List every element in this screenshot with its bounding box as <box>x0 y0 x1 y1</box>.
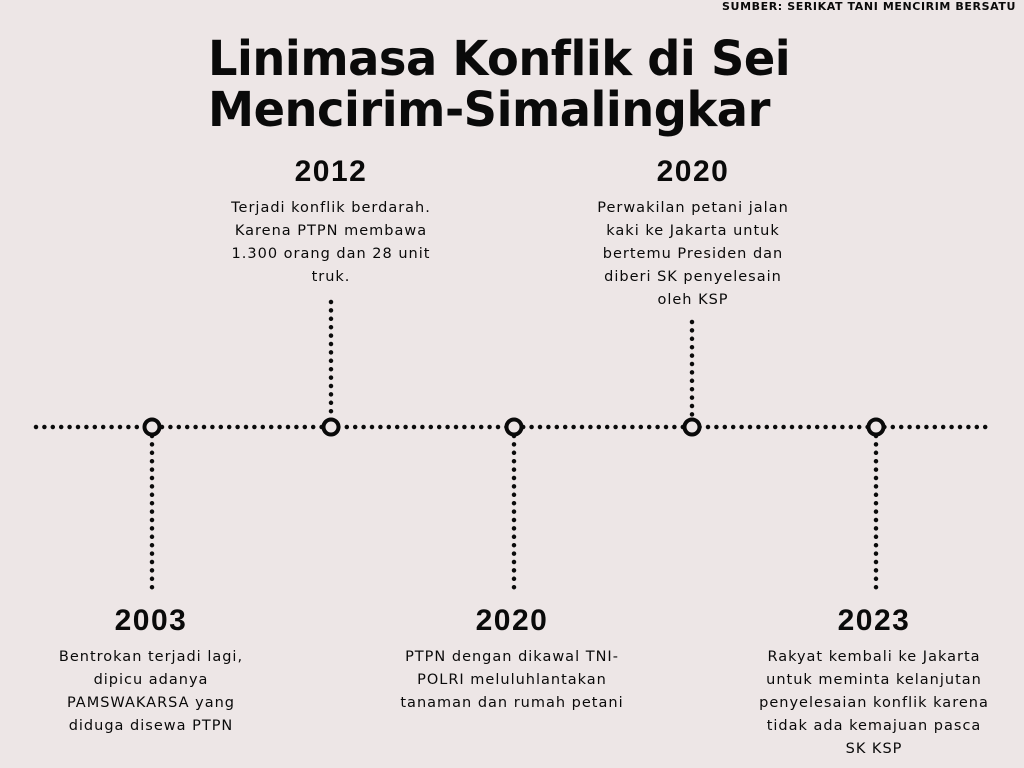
title-line-2: Mencirim-Simalingkar <box>208 82 770 138</box>
marker-2020-bottom <box>507 420 522 435</box>
title-line-1: Linimasa Konflik di Sei <box>208 31 791 87</box>
event-description: Perwakilan petani jalan kaki ke Jakarta untuk bertemu Presiden dan diberi SK penyelesain oleh KSP <box>597 200 789 308</box>
event-year: 2020 <box>656 155 730 188</box>
event-year: 2023 <box>837 604 911 637</box>
event-year: 2003 <box>114 604 188 637</box>
marker-2023 <box>869 420 884 435</box>
event-2012 <box>216 155 446 289</box>
event-description: Rakyat kembali ke Jakarta untuk meminta kelanjutan penyelesaian konflik karena tidak ada kemajuan pasca SK KSP <box>759 649 989 757</box>
marker-2020-top <box>685 420 700 435</box>
marker-2012 <box>324 420 339 435</box>
event-2020-bottom <box>392 604 632 715</box>
event-2023 <box>754 604 994 761</box>
marker-2003 <box>145 420 160 435</box>
event-2020-top <box>590 155 796 312</box>
event-year: 2012 <box>294 155 368 188</box>
event-year: 2020 <box>475 604 549 637</box>
event-description: Terjadi konflik berdarah. Karena PTPN membawa 1.300 orang dan 28 unit truk. <box>231 200 431 285</box>
event-description: Bentrokan terjadi lagi, dipicu adanya PAMSWAKARSA yang diduga disewa PTPN <box>58 649 244 734</box>
source-credit: SUMBER: SERIKAT TANI MENCIRIM BERSATU <box>722 0 1016 13</box>
event-description: PTPN dengan dikawal TNI-POLRI meluluhlantakan tanaman dan rumah petani <box>400 649 624 711</box>
event-2003 <box>40 604 262 738</box>
